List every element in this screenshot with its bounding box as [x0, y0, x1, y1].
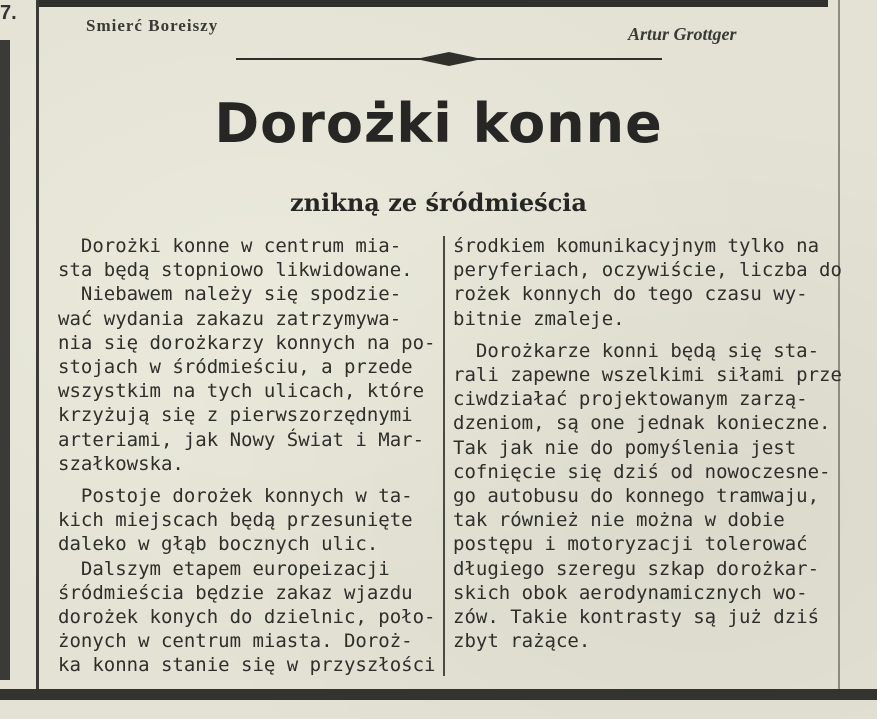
running-head-left: Smierć Boreiszy: [86, 16, 219, 35]
running-head-right: Artur Grottger: [628, 24, 737, 44]
article-line: długiego szeregu szkap dorożkar-: [453, 557, 820, 580]
article-line: zbyt rażące.: [453, 630, 591, 653]
article-line: wszystkim na tych ulicach, które: [58, 380, 425, 403]
article-line: Dorożki konne w centrum mia-: [58, 235, 402, 257]
article-line: sta będą stopniowo likwidowane.: [58, 259, 413, 282]
paragraph-gap: [453, 331, 851, 339]
article-line: nia się dorożkarzy konnych na po-: [58, 331, 436, 354]
article-line: arteriami, jak Nowy Świat i Mar-: [58, 428, 425, 451]
subheadline: znikną ze śródmieścia: [290, 188, 587, 217]
article-line: rożek konnych do tego czasu wy-: [453, 283, 808, 306]
article-line: krzyżują się z pierwszorzędnymi: [58, 404, 413, 427]
article-line: rali zapewne wszelkimi siłami prze: [453, 364, 842, 387]
article-line: śródmieścia będzie zakaz wjazdu: [58, 581, 413, 604]
article-line: Tak jak nie do pomyślenia jest: [453, 436, 797, 459]
article-line: dorożek konych do dzielnic, poło-: [58, 606, 436, 629]
article-line: cofnięcie się dziś od nowoczesne-: [453, 460, 831, 483]
article-line: tak również nie można w dobie: [453, 509, 785, 532]
headline: Dorożki konne: [214, 92, 663, 155]
corner-page-mark: 7.: [0, 2, 17, 24]
top-rule: [38, 0, 828, 7]
article-line: postępu i motoryzacji tolerować: [453, 533, 808, 556]
article-line: peryferiach, oczywiście, liczba do: [453, 259, 842, 282]
article-line: żonych w centrum miasta. Doroż-: [58, 630, 413, 653]
article-line: ciwdziałać projektowanym zarzą-: [453, 388, 808, 411]
article-line: zów. Takie kontrasty są już dziś: [453, 606, 820, 629]
article-line: kich miejscach będą przesunięte: [58, 509, 413, 532]
article-line: daleko w głąb bocznych ulic.: [58, 533, 379, 556]
ornament-divider-icon: [236, 50, 662, 68]
article-line: dzeniom, są one jednak konieczne.: [453, 412, 831, 435]
paragraph-gap: [58, 476, 436, 484]
column-divider: [443, 236, 445, 676]
article-line: szałkowska.: [58, 452, 184, 475]
article-line: środkiem komunikacyjnym tylko na: [453, 235, 820, 257]
article-line: bitnie zmaleje.: [453, 307, 625, 330]
article-line: Niebawem należy się spodzie-: [58, 283, 402, 306]
article-line: ka konna stanie się w przyszłości: [58, 654, 436, 677]
article-line: go autobusu do konnego tramwaju,: [453, 485, 820, 508]
article-line: Dalszym etapem europeizacji: [58, 557, 390, 580]
article-line: skich obok aerodynamicznych wo-: [453, 581, 808, 604]
article-left-column: [58, 234, 436, 678]
article-right-column: [453, 234, 851, 653]
article-line: Dorożkarze konni będą się sta-: [453, 339, 820, 362]
article-line: wać wydania zakazu zatrzymywa-: [58, 307, 402, 330]
article-line: Postoje dorożek konnych w ta-: [58, 485, 413, 508]
bottom-rule: [0, 689, 877, 700]
article-line: stojach w śródmieściu, a przede: [58, 356, 413, 379]
